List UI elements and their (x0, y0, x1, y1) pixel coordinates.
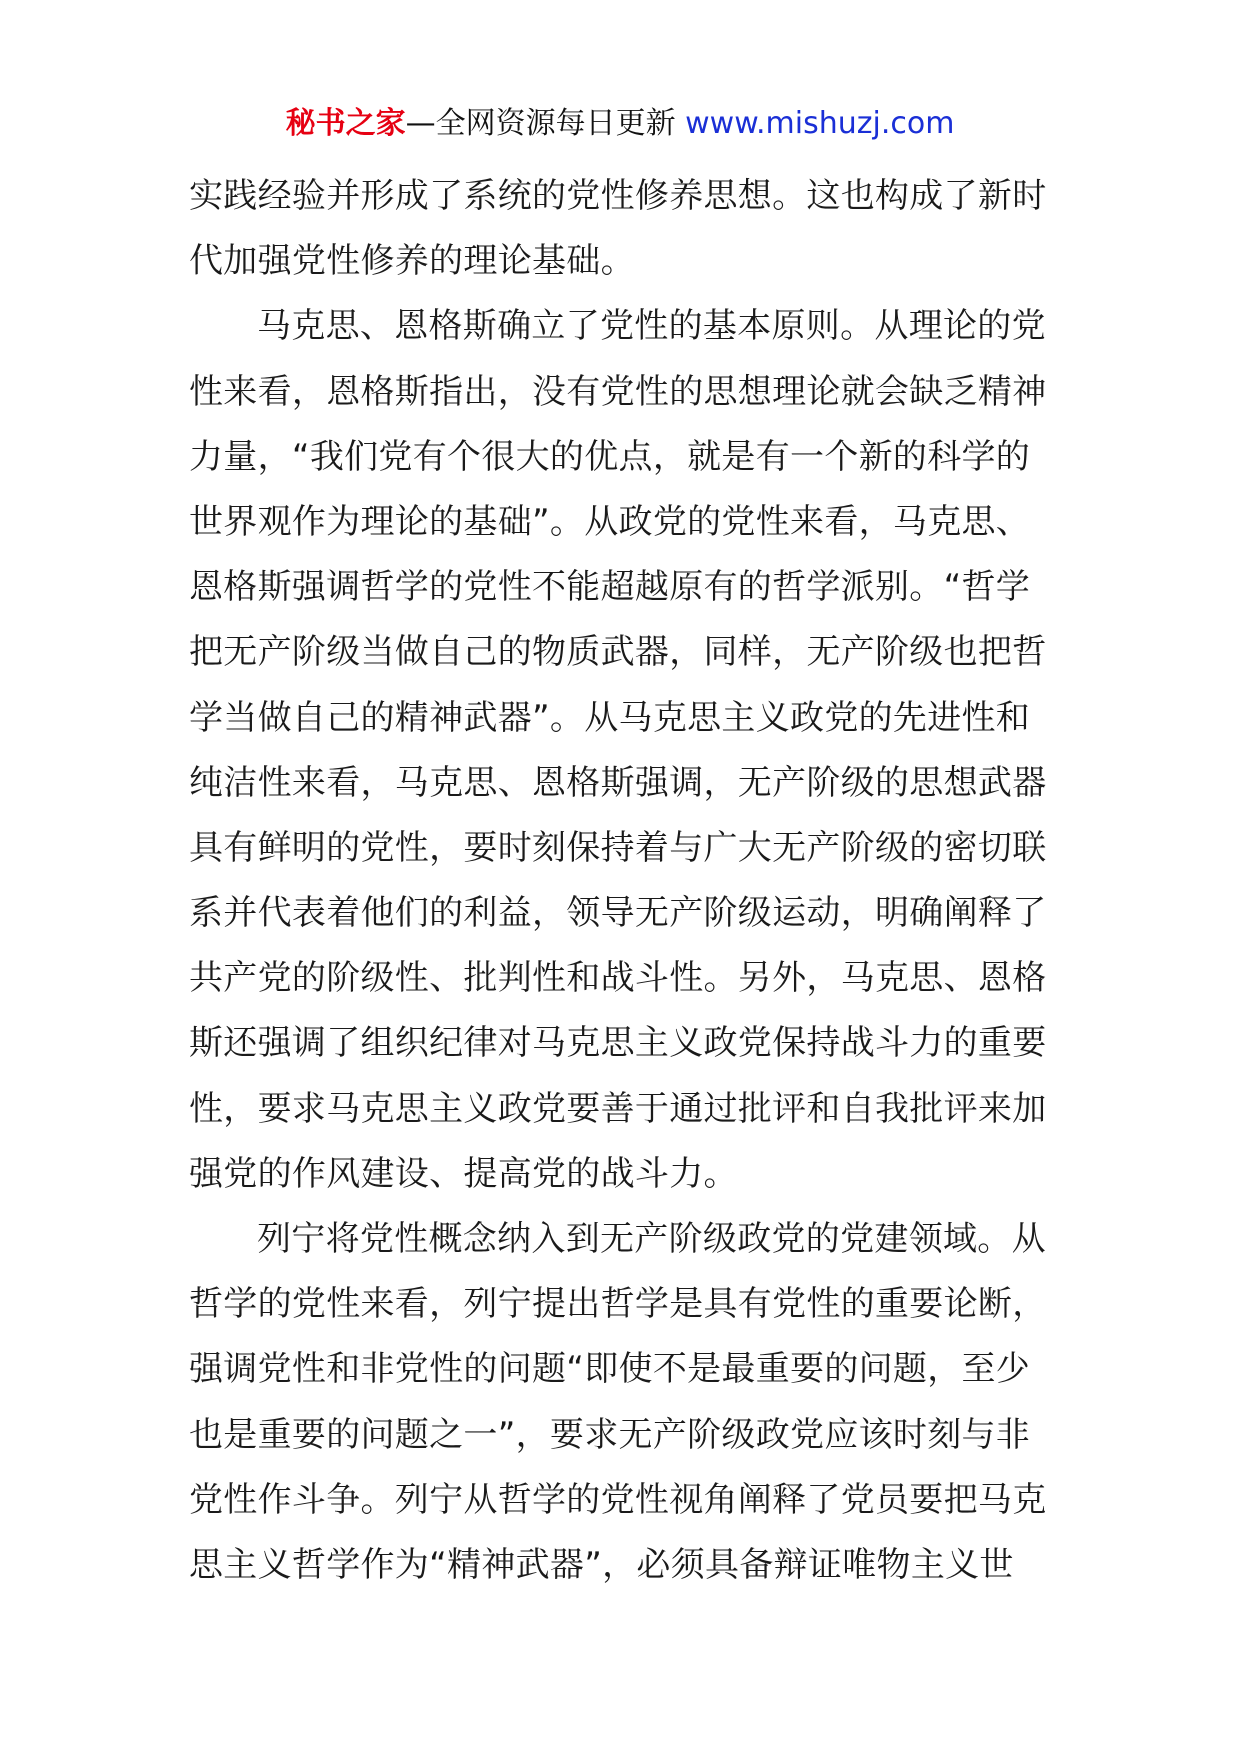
text-line: 强党的作风建设、提高党的战斗力。 (189, 1153, 738, 1194)
header-tagline: —全网资源每日更新 (405, 106, 686, 141)
text-line: 也是重要的问题之一”，要求无产阶级政党应该时刻与非 (189, 1414, 1031, 1455)
text-line: 把无产阶级当做自己的物质武器，同样，无产阶级也把哲 (189, 632, 1047, 673)
watermark-header (0, 102, 1240, 146)
text-line: 纯洁性来看，马克思、恩格斯强调，无产阶级的思想武器 (189, 762, 1047, 803)
text-line: 恩格斯强调哲学的党性不能超越原有的哲学派别。“哲学 (189, 567, 1031, 608)
text-line: 世界观作为理论的基础”。从政党的党性来看，马克思、 (189, 501, 1031, 542)
text-line: 思主义哲学作为“精神武器”，必须具备辩证唯物主义世 (189, 1544, 1014, 1585)
text-line: 马克思、恩格斯确立了党性的基本原则。从理论的党 (257, 306, 1046, 347)
text-line: 性来看，恩格斯指出，没有党性的思想理论就会缺乏精神 (189, 371, 1047, 412)
text-line: 系并代表着他们的利益，领导无产阶级运动，明确阐释了 (189, 893, 1047, 934)
text-line: 性，要求马克思主义政党要善于通过批评和自我批评来加 (189, 1088, 1047, 1129)
text-line: 强调党性和非党性的问题“即使不是最重要的问题，至少 (189, 1349, 1031, 1390)
text-line: 实践经验并形成了系统的党性修养思想。这也构成了新时 (189, 176, 1047, 216)
text-line: 共产党的阶级性、批判性和战斗性。另外，马克思、恩格 (189, 958, 1047, 999)
text-line: 党性作斗争。列宁从哲学的党性视角阐释了党员要把马克 (189, 1479, 1047, 1520)
site-url-link[interactable]: www.mishuzj.com (685, 106, 955, 141)
text-line: 哲学的党性来看，列宁提出哲学是具有党性的重要论断， (189, 1284, 1047, 1325)
text-line: 列宁将党性概念纳入到无产阶级政党的党建领域。从 (257, 1219, 1046, 1259)
brand-name: 秘书之家 (285, 106, 406, 141)
text-line: 力量，“我们党有个很大的优点，就是有一个新的科学的 (189, 436, 1031, 477)
text-line: 学当做自己的精神武器”。从马克思主义政党的先进性和 (189, 697, 1031, 738)
text-line: 具有鲜明的党性，要时刻保持着与广大无产阶级的密切联 (189, 827, 1047, 868)
text-line: 斯还强调了组织纪律对马克思主义政党保持战斗力的重要 (189, 1023, 1047, 1064)
text-line: 代加强党性修养的理论基础。 (189, 241, 635, 282)
document-body (189, 164, 1061, 1598)
